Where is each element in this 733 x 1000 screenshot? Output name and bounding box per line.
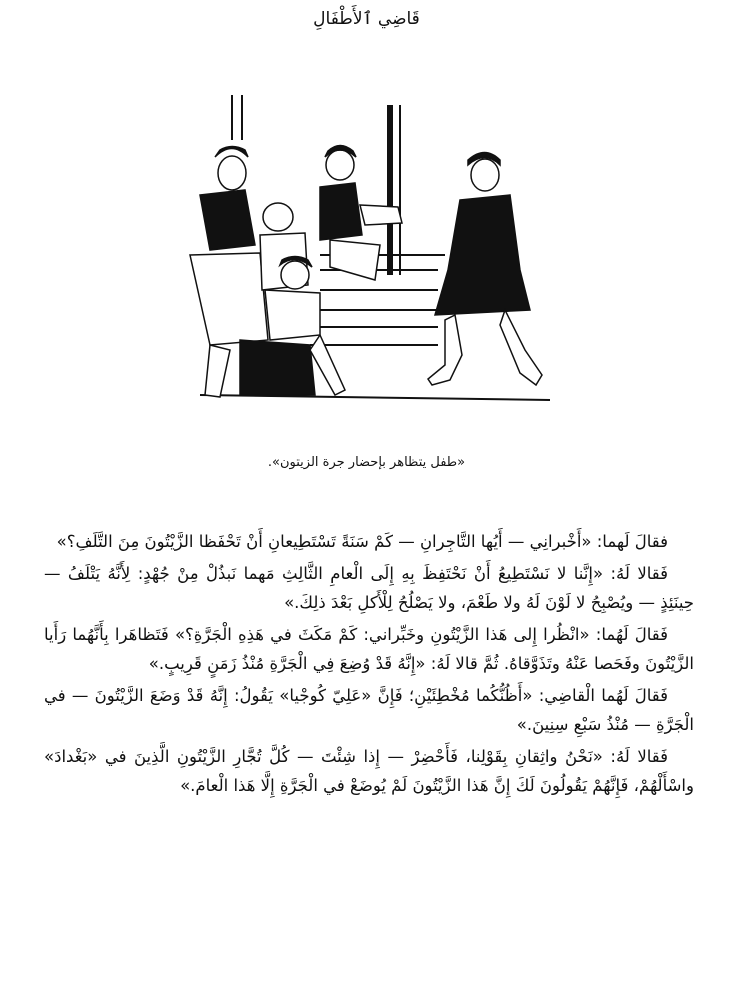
running-title: قَاضِي ٱلأَطْفَالِ bbox=[313, 9, 420, 29]
paragraph: فَقالا لَهُ: «نَحْنُ واثِقانِ بِقَوْلِنا، فَأَحْضِرْ — إِذا شِئْتَ — كُلَّ تُجَّارِ الزَّيْتُونِ الَّذِينَ في «بَغْدادَ» واسْأَلْهُمْ، فَإِنَّهُمْ يَقُولُونَ لَكَ إِنَّ هَذا الزَّيْتُونَ لَمْ يُوضَعْ في الْجَرَّةِ إِلَّا هَذا الْعامَ.» bbox=[44, 746, 694, 795]
paragraph: فَقالَ لَهُما الْقاضِي: «أَظُنُّكُما مُخْطِئَيْنِ؛ فَإِنَّ «عَلِيّ كُوجْيا» يَقُولُ: إِنَّهُ قَدْ وَضَعَ الزَّيْتُونَ — في الْجَرَّةِ — مُنْذُ سَبْعِ سِنِينَ.» bbox=[44, 685, 694, 734]
paragraph: فَقالَ لَهُما: «انْظُرا إِلى هَذا الزَّيْتُونِ وخَبِّراني: كَمْ مَكَثَ في هَذِهِ الْجَرَّةِ؟» فَتَظاهَرا بِأَنَّهُما رَأَيا الزَّيْتُونَ وفَحَصا عَنْهُ وتَذَوَّقاهُ. ثُمَّ قالا لَهُ: «إِنَّهُ قَدْ وُضِعَ فِي الْجَرَّةِ مُنْذُ زَمَنٍ قَرِيبٍ.» bbox=[44, 624, 694, 673]
figure-caption: «طفل يتظاهر بإحضار جرة الزيتون». bbox=[267, 455, 466, 470]
illustration-children-playing bbox=[170, 95, 565, 415]
story-text bbox=[44, 527, 694, 803]
paragraph: فقالَ لَهما: «أَخْبرانِي — أَيُها التَّاجِرانِ — كَمْ سَنَةً تَسْتَطِيعانِ أَنْ تَحْفَظا الزَّيْتُونَ مِنَ التَّلَفِ؟» bbox=[56, 532, 668, 551]
paragraph: فَقالا لَهُ: «إِنَّنا لا نَسْتَطِيعُ أَنْ نَحْتَفِظَ بِهِ إِلَى الْعامِ الثَّالِثِ مَهما نَبذُلْ مِنْ جُهْدٍ: لِأَنَّهُ يَتْلَفُ — حِينَئِذٍ — ويُصْبِحُ لا لَوْنَ لَهُ ولا طَعْمَ، ولا يَصْلُحُ لِلْأَكلِ بَعْدَ ذلِكَ.» bbox=[44, 563, 694, 612]
